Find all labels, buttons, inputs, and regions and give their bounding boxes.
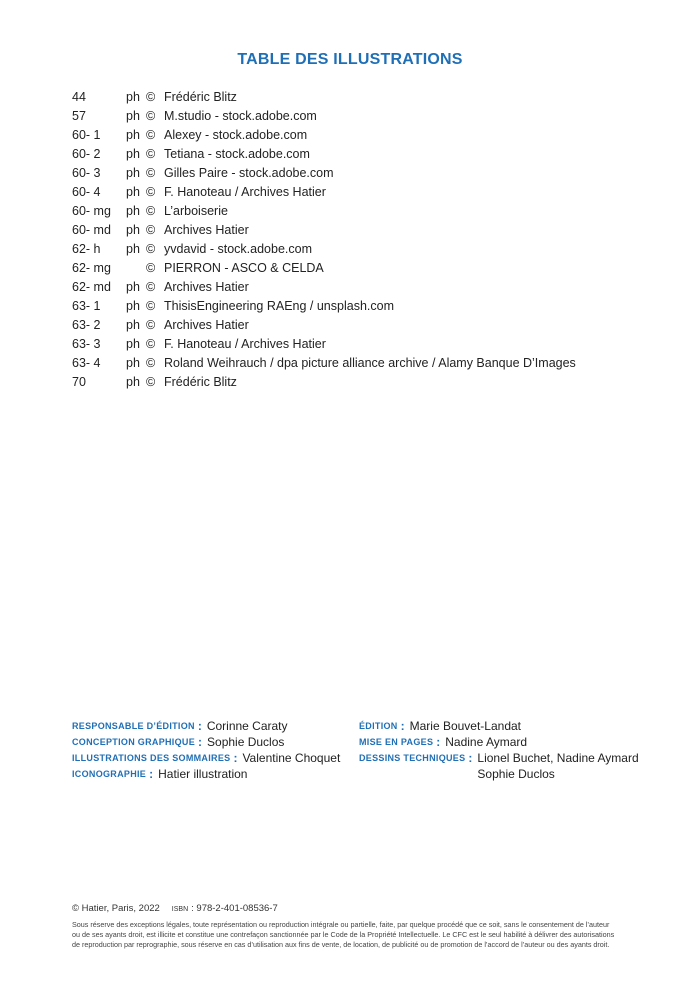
credit-kind: ph <box>126 89 140 104</box>
credit-source: yvdavid - stock.adobe.com <box>164 241 312 256</box>
credit-page: 60- 2 <box>72 146 101 161</box>
credit-kind: ph <box>126 241 140 256</box>
credit-source: Gilles Paire - stock.adobe.com <box>164 165 334 180</box>
credit-kind: ph <box>126 108 140 123</box>
colon-separator: : <box>400 719 405 733</box>
copyright-symbol: © <box>146 374 156 389</box>
credit-source: M.studio - stock.adobe.com <box>164 108 317 123</box>
staff-names <box>158 766 247 782</box>
credit-kind: ph <box>126 317 140 332</box>
staff-role: ILLUSTRATIONS DES SOMMAIRES <box>72 753 231 763</box>
credit-source: L’arboiserie <box>164 203 228 218</box>
staff-name: Sophie Duclos <box>477 767 555 781</box>
credit-kind: ph <box>126 298 140 313</box>
credit-source: Frédéric Blitz <box>164 89 237 104</box>
staff-name: Valentine Choquet <box>242 751 341 765</box>
credit-row <box>72 315 576 334</box>
copyright-symbol: © <box>146 336 156 351</box>
copyright-symbol: © <box>146 89 156 104</box>
isbn-value: : 978-2-401-08536-7 <box>191 903 278 914</box>
colon-separator: : <box>197 719 202 733</box>
credit-source: Alexey - stock.adobe.com <box>164 127 308 142</box>
credit-source: Frédéric Blitz <box>164 374 237 389</box>
credit-row <box>72 182 576 201</box>
credit-page: 62- mg <box>72 260 111 275</box>
credit-row <box>72 296 576 315</box>
staff-role: ÉDITION <box>359 721 398 731</box>
credit-page: 63- 1 <box>72 298 101 313</box>
staff-row <box>359 734 639 750</box>
credit-page: 60- md <box>72 222 111 237</box>
staff-row <box>359 750 639 782</box>
staff-name: Lionel Buchet, Nadine Aymard <box>477 751 639 765</box>
credit-kind: ph <box>126 146 140 161</box>
credit-page: 60- mg <box>72 203 111 218</box>
credit-page: 60- 1 <box>72 127 101 142</box>
staff-right-column <box>359 718 639 782</box>
staff-role: ICONOGRAPHIE <box>72 769 147 779</box>
credit-page: 44 <box>72 89 86 104</box>
credit-row <box>72 144 576 163</box>
copyright-symbol: © <box>146 241 156 256</box>
credit-page: 63- 3 <box>72 336 101 351</box>
staff-role: DESSINS TECHNIQUES <box>359 753 466 763</box>
credit-page: 60- 3 <box>72 165 101 180</box>
credit-kind: ph <box>126 222 140 237</box>
credit-row <box>72 239 576 258</box>
staff-row <box>72 718 340 734</box>
credit-page: 63- 4 <box>72 355 101 370</box>
credit-source: Archives Hatier <box>164 222 249 237</box>
credit-kind: ph <box>126 127 140 142</box>
credit-row <box>72 353 576 372</box>
credit-source: Tetiana - stock.adobe.com <box>164 146 310 161</box>
staff-names <box>477 750 638 782</box>
credit-page: 63- 2 <box>72 317 101 332</box>
staff-names <box>207 718 288 734</box>
staff-name: Corinne Caraty <box>206 719 288 733</box>
credit-row <box>72 201 576 220</box>
legal-line: ou de ses ayants droit, est illicite et constitue une contrefaçon sanctionnée par le Code de la Propriété Intellectuelle. Le CFC est le seul habilité à délivrer des autorisations <box>72 930 615 939</box>
copyright-symbol: © <box>146 222 156 237</box>
legal-line: de reproduction par reprographie, sous réserve en cas d’utilisation aux fins de vente, de location, de publicité ou de promotion de l’accord de l’auteur ou des ayants droit. <box>72 940 610 949</box>
credit-source: ThisisEngineering RAEng / unsplash.com <box>164 298 394 313</box>
colon-separator: : <box>198 735 203 749</box>
copyright-symbol: © <box>146 184 156 199</box>
staff-row <box>72 734 340 750</box>
copyright-text: © Hatier, Paris, 2022 <box>72 903 160 914</box>
credit-row <box>72 87 576 106</box>
credit-kind: ph <box>126 355 140 370</box>
copyright-symbol: © <box>146 298 156 313</box>
credit-kind: ph <box>126 165 140 180</box>
credit-row <box>72 125 576 144</box>
credit-row <box>72 334 576 353</box>
staff-names <box>445 734 527 750</box>
credit-kind: ph <box>126 279 140 294</box>
credits-list <box>72 87 576 391</box>
copyright-symbol: © <box>146 146 156 161</box>
isbn-label: ISBN <box>171 906 189 913</box>
colon-separator: : <box>233 751 238 765</box>
credit-source: F. Hanoteau / Archives Hatier <box>164 336 326 351</box>
copyright-symbol: © <box>146 355 156 370</box>
credit-kind: ph <box>126 336 140 351</box>
copyright-symbol: © <box>146 279 156 294</box>
credit-row <box>72 277 576 296</box>
staff-names <box>207 734 284 750</box>
copyright-symbol: © <box>146 317 156 332</box>
credit-row <box>72 163 576 182</box>
staff-role: CONCEPTION GRAPHIQUE <box>72 737 196 747</box>
colon-separator: : <box>149 767 154 781</box>
staff-name: Hatier illustration <box>158 767 248 781</box>
copyright-symbol: © <box>146 108 156 123</box>
credit-source: PIERRON - ASCO & CELDA <box>164 260 324 275</box>
credit-page: 60- 4 <box>72 184 101 199</box>
credit-row <box>72 258 576 277</box>
staff-names <box>242 750 340 766</box>
credit-page: 57 <box>72 108 86 123</box>
staff-left-column <box>72 718 340 782</box>
staff-row <box>359 718 639 734</box>
staff-names <box>410 718 521 734</box>
credit-row <box>72 220 576 239</box>
colon-separator: : <box>436 735 441 749</box>
staff-name: Nadine Aymard <box>445 735 528 749</box>
copyright-symbol: © <box>146 203 156 218</box>
staff-row <box>72 766 340 782</box>
credit-page: 70 <box>72 374 86 389</box>
footer <box>72 903 642 950</box>
credit-kind: ph <box>126 203 140 218</box>
page-title: TABLE DES ILLUSTRATIONS <box>237 51 463 68</box>
credit-page: 62- h <box>72 241 101 256</box>
staff-role: RESPONSABLE D’ÉDITION <box>72 721 195 731</box>
staff-row <box>72 750 340 766</box>
legal-notice <box>72 920 642 950</box>
credit-source: Archives Hatier <box>164 279 249 294</box>
credit-kind: ph <box>126 374 140 389</box>
copyright-symbol: © <box>146 260 156 275</box>
credit-source: Roland Weihrauch / dpa picture alliance archive / Alamy Banque D’Images <box>164 355 576 370</box>
legal-line: Sous réserve des exceptions légales, toute représentation ou reproduction intégrale ou partielle, faite, par quelque procédé que ce soit, sans le consentement de l’auteur <box>72 920 610 929</box>
credit-kind: ph <box>126 184 140 199</box>
credit-source: Archives Hatier <box>164 317 249 332</box>
credit-page: 62- md <box>72 279 111 294</box>
staff-name: Marie Bouvet-Landat <box>409 719 522 733</box>
staff-role: MISE EN PAGES <box>359 737 434 747</box>
credit-source: F. Hanoteau / Archives Hatier <box>164 184 326 199</box>
credit-row <box>72 372 576 391</box>
footer-info-line <box>72 903 642 914</box>
colon-separator: : <box>468 751 473 765</box>
copyright-symbol: © <box>146 165 156 180</box>
credit-row <box>72 106 576 125</box>
copyright-symbol: © <box>146 127 156 142</box>
staff-name: Sophie Duclos <box>207 735 285 749</box>
